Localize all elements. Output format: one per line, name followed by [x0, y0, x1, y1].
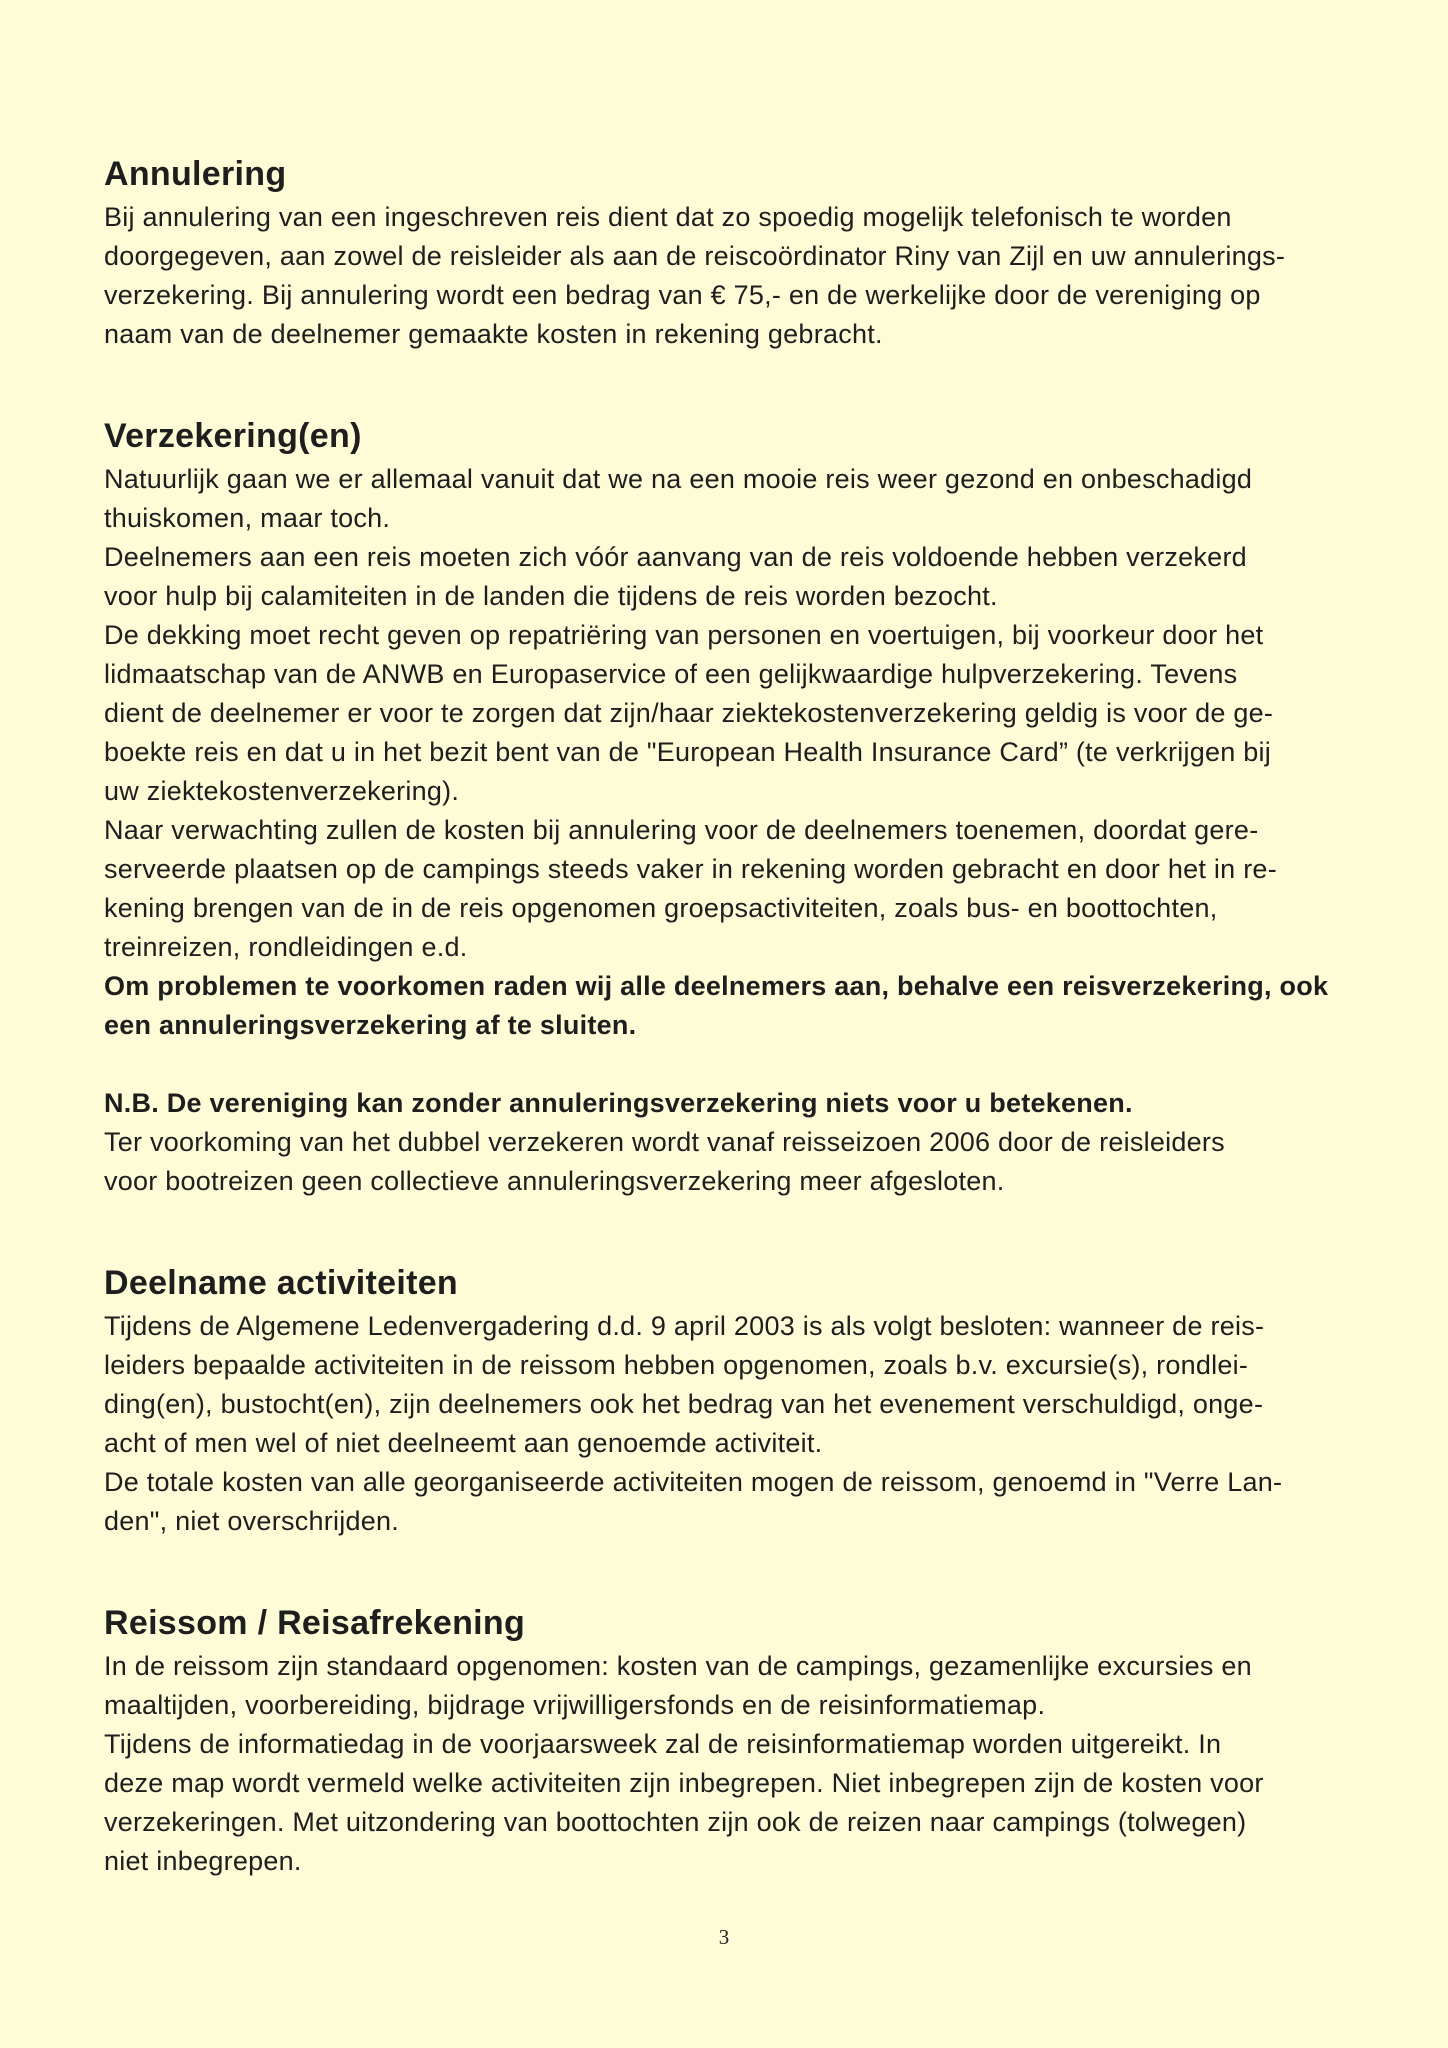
text-line: Naar verwachting zullen de kosten bij annulering voor de deelnemers toenemen, doordat gere- [104, 815, 1259, 845]
text-line: niet inbegrepen. [104, 1846, 302, 1876]
paragraph-deelname [104, 1307, 1354, 1541]
text-line: serveerde plaatsen op de campings steeds vaker in rekening worden gebracht en door het in re- [104, 854, 1277, 884]
bold-text-line: Om problemen te voorkomen raden wij alle deelnemers aan, behalve een reisverzekering, ook [104, 971, 1329, 1001]
text-line: kening brengen van de in de reis opgenomen groepsactiviteiten, zoals bus- en boottochten, [104, 893, 1218, 923]
text-line: voor bootreizen geen collectieve annuleringsverzekering meer afgesloten. [104, 1166, 1005, 1196]
heading-reissom: Reissom / Reisafrekening [104, 1604, 526, 1642]
text-line: den", niet overschrijden. [104, 1506, 399, 1536]
text-line: Tijdens de Algemene Ledenvergadering d.d. 9 april 2003 is als volgt besloten: wanneer de reis- [104, 1311, 1265, 1341]
text-line: In de reissom zijn standaard opgenomen: kosten van de campings, gezamenlijke excursies en [104, 1651, 1252, 1681]
text-line: Natuurlijk gaan we er allemaal vanuit dat we na een mooie reis weer gezond en onbeschadigd [104, 464, 1253, 494]
text-line: doorgegeven, aan zowel de reisleider als aan de reiscoördinator Riny van Zijl en uw annulerings- [104, 241, 1286, 271]
text-line: De dekking moet recht geven op repatriëring van personen en voertuigen, bij voorkeur door het [104, 620, 1264, 650]
paragraph-verzekering [104, 460, 1354, 1045]
heading-deelname: Deelname activiteiten [104, 1264, 459, 1302]
text-line: Bij annulering van een ingeschreven reis dient dat zo spoedig mogelijk telefonisch te worden [104, 202, 1232, 232]
text-line: verzekering. Bij annulering wordt een bedrag van € 75,- en de werkelijke door de vereniging op [104, 280, 1261, 310]
heading-annulering: Annulering [104, 155, 287, 193]
text-line: deze map wordt vermeld welke activiteiten zijn inbegrepen. Niet inbegrepen zijn de kosten voor [104, 1768, 1264, 1798]
text-line: verzekeringen. Met uitzondering van boottochten zijn ook de reizen naar campings (tolwegen) [104, 1807, 1247, 1837]
bold-text-line: een annuleringsverzekering af te sluiten. [104, 1010, 637, 1040]
paragraph-annulering [104, 198, 1354, 354]
paragraph-nb [104, 1084, 1354, 1201]
text-line: thuiskomen, maar toch. [104, 503, 391, 533]
nb-note: N.B. De vereniging kan zonder annuleringsverzekering niets voor u betekenen. [104, 1088, 1133, 1118]
text-line: leiders bepaalde activiteiten in de reissom hebben opgenomen, zoals b.v. excursie(s), rondlei- [104, 1350, 1249, 1380]
text-line: acht of men wel of niet deelneemt aan genoemde activiteit. [104, 1428, 823, 1458]
page-number: 3 [718, 1925, 730, 1949]
text-line: naam van de deelnemer gemaakte kosten in rekening gebracht. [104, 319, 883, 349]
text-line: treinreizen, rondleidingen e.d. [104, 932, 468, 962]
text-line: voor hulp bij calamiteiten in de landen die tijdens de reis worden bezocht. [104, 581, 998, 611]
paragraph-reissom [104, 1647, 1354, 1881]
text-line: Ter voorkoming van het dubbel verzekeren wordt vanaf reisseizoen 2006 door de reisleiders [104, 1127, 1225, 1157]
text-line: Deelnemers aan een reis moeten zich vóór aanvang van de reis voldoende hebben verzekerd [104, 542, 1247, 572]
text-line: maaltijden, voorbereiding, bijdrage vrijwilligersfonds en de reisinformatiemap. [104, 1690, 1046, 1720]
text-line: ding(en), bustocht(en), zijn deelnemers ook het bedrag van het evenement verschuldigd, onge- [104, 1389, 1264, 1419]
page-content [104, 150, 1354, 1881]
text-line: De totale kosten van alle georganiseerde activiteiten mogen de reissom, genoemd in "Verre Lan- [104, 1467, 1283, 1497]
heading-verzekering: Verzekering(en) [104, 417, 362, 455]
text-line: Tijdens de informatiedag in de voorjaarsweek zal de reisinformatiemap worden uitgereikt. In [104, 1729, 1222, 1759]
text-line: boekte reis en dat u in het bezit bent van de "European Health Insurance Card” (te verkrijgen bij [104, 737, 1272, 767]
text-line: dient de deelnemer er voor te zorgen dat zijn/haar ziektekostenverzekering geldig is voor de ge- [104, 698, 1274, 728]
text-line: uw ziektekostenverzekering). [104, 776, 460, 806]
text-line: lidmaatschap van de ANWB en Europaservice of een gelijkwaardige hulpverzekering. Tevens [104, 659, 1238, 689]
